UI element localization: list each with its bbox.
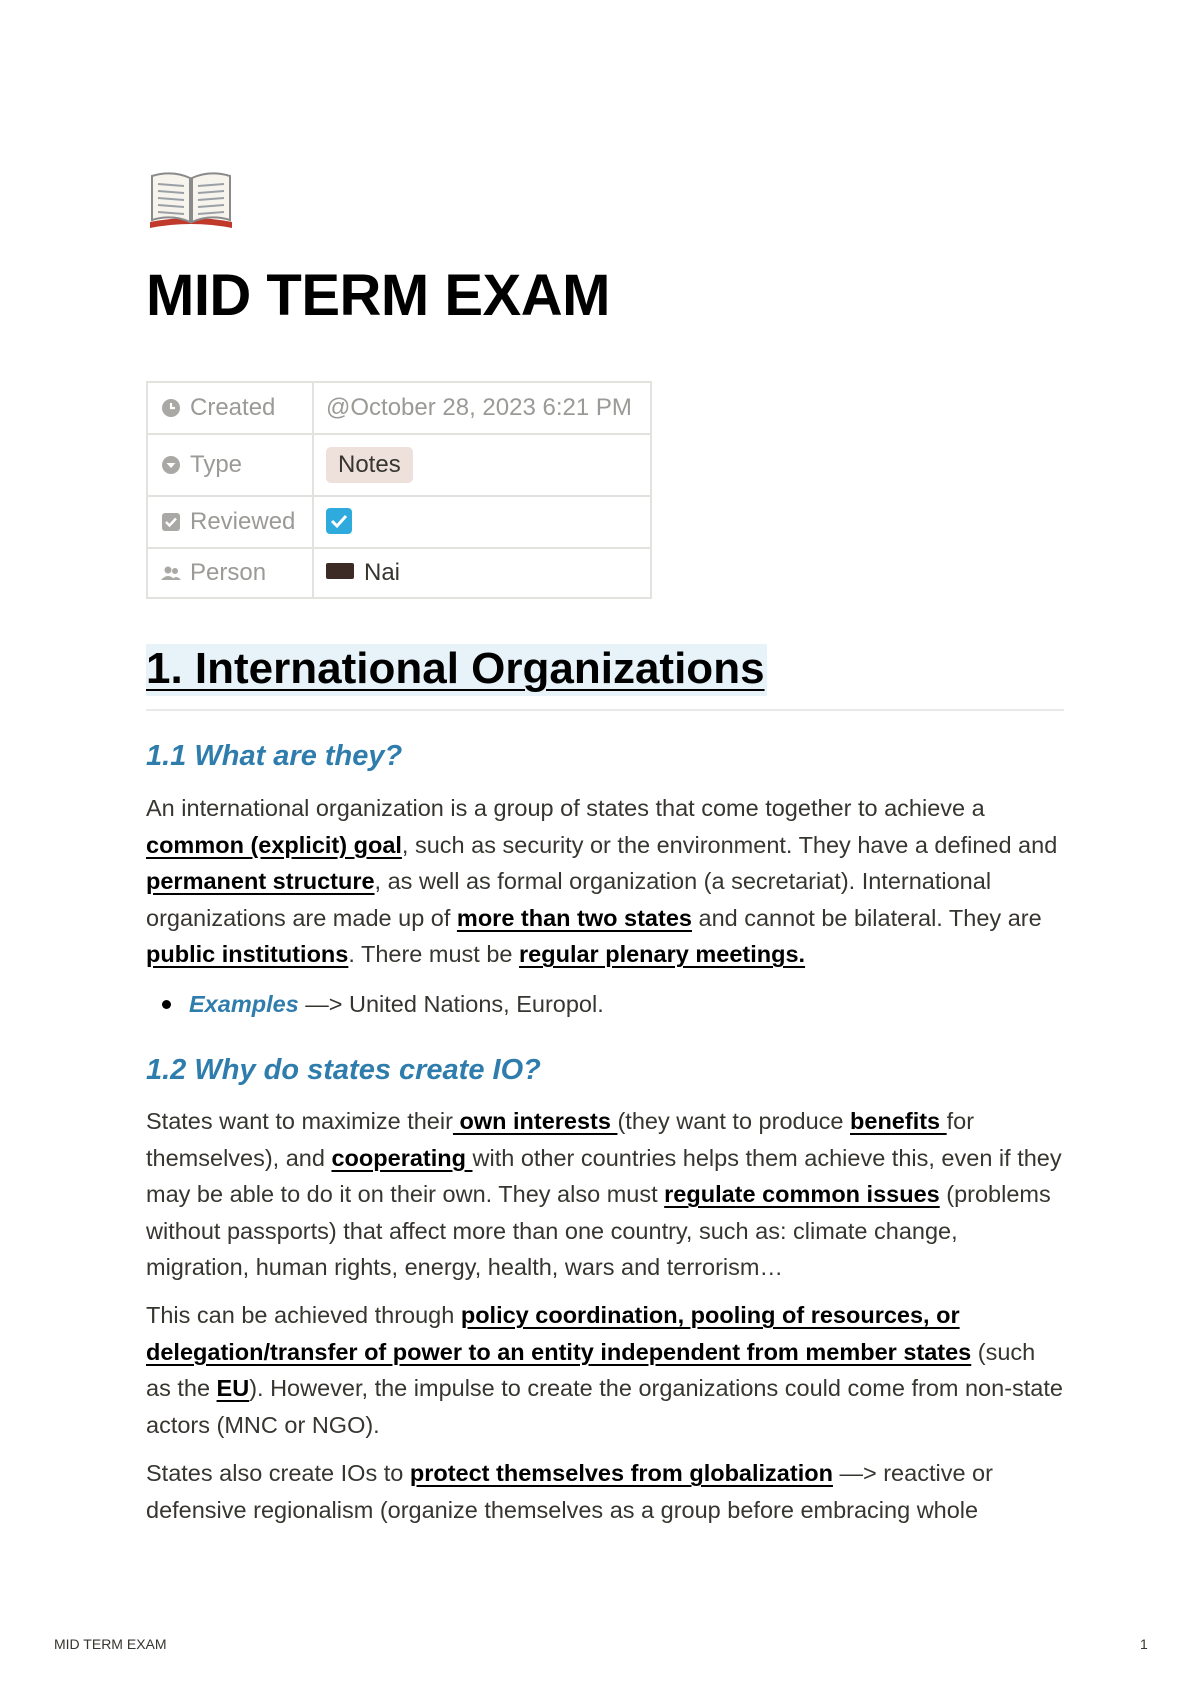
footer-title: MID TERM EXAM [54, 1636, 167, 1652]
emphasis: more than two states [456, 904, 692, 931]
emphasis: policy coordination, pooling of resources, or delegation/transfer of power to an entity independent from member states [146, 1302, 972, 1365]
checkmark-icon [326, 508, 352, 534]
paragraph: States also create IOs to protect themselves from globalization —> reactive or defensive regionalism (organize themselves as a group before embracing whole [146, 1460, 993, 1523]
emphasis: regular plenary meetings. [519, 941, 806, 967]
paragraph: States want to maximize their own interests (they want to produce benefits for themselves), and cooperating with other countries helps them achieve this, even if they may be able to do it on their own. They also must regulate common issues (problems without passports) that affect more than one country, such as: climate change, migration, human rights, energy, health, wars and terrorism… [146, 1108, 1062, 1280]
clock-icon [160, 397, 182, 419]
emphasis: regulate common issues [664, 1181, 940, 1207]
property-label: Reviewed [190, 508, 296, 535]
emphasis: EU [216, 1375, 250, 1401]
emphasis: cooperating [331, 1144, 473, 1171]
checkbox-icon [160, 511, 182, 533]
subsection-heading: 1.1 What are they? [146, 740, 403, 772]
property-label: Person [190, 559, 267, 586]
property-row-person [147, 548, 651, 598]
property-row-reviewed [147, 496, 651, 548]
properties-table [146, 381, 652, 599]
person-name[interactable]: Nai [364, 559, 401, 586]
property-value[interactable]: @October 28, 2023 6:21 PM [313, 382, 651, 434]
page-title: MID TERM EXAM [146, 263, 610, 328]
emphasis: protect themselves from globalization [409, 1460, 833, 1486]
property-row-created [147, 382, 651, 434]
paragraph: An international organization is a group of states that come together to achieve a common (explicit) goal, such as security or the environment. They have a defined and permanent structure, as well as formal organization (a secretariat). International organizations are made up of more than two states and cannot be bilateral. They are public institutions. There must be regular plenary meetings. [146, 795, 1058, 967]
bullet-icon [162, 1000, 171, 1009]
list-item: Examples —> United Nations, Europol. [146, 986, 604, 1022]
emphasis: common (explicit) goal [146, 831, 402, 858]
property-label: Type [190, 451, 243, 478]
property-label: Created [190, 394, 276, 421]
divider [146, 709, 1064, 711]
section-heading: 1. International Organizations [146, 644, 767, 696]
property-row-type [147, 434, 651, 496]
subsection-heading: 1.2 Why do states create IO? [146, 1054, 541, 1086]
bullet-label: Examples [189, 991, 299, 1017]
page-number: 1 [1140, 1636, 1148, 1652]
emphasis: benefits [850, 1108, 947, 1134]
emphasis: permanent structure [146, 868, 375, 894]
emphasis: own interests [452, 1108, 618, 1134]
open-book-icon [146, 168, 236, 232]
avatar [326, 563, 354, 579]
emphasis: public institutions [146, 941, 349, 967]
select-icon [160, 454, 182, 476]
paragraph: This can be achieved through policy coordination, pooling of resources, or delegation/transfer of power to an entity independent from member states (such as the EU). However, the impulse to create the organizations could come from non-state actors (MNC or NGO). [146, 1302, 1063, 1438]
people-icon [160, 562, 182, 584]
type-tag[interactable]: Notes [326, 447, 413, 483]
reviewed-checkbox[interactable] [326, 508, 352, 534]
